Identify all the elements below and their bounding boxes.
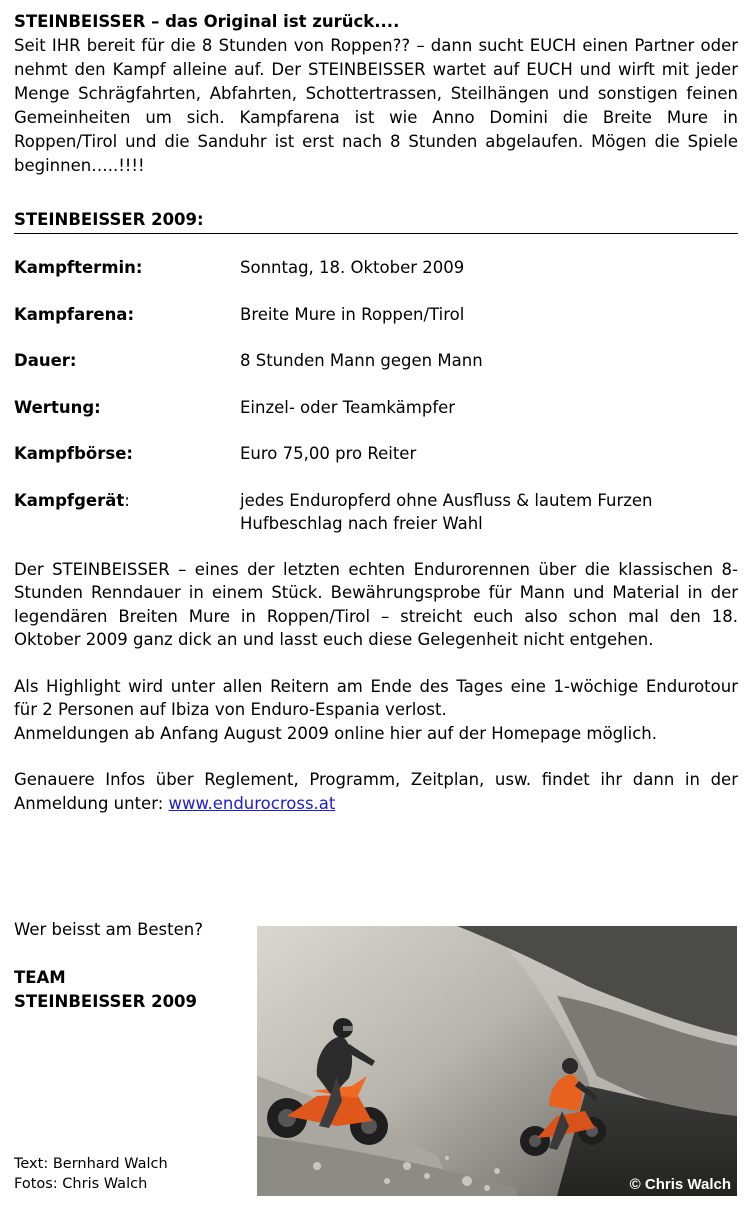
paragraph-highlight: Als Highlight wird unter allen Reitern am Ende des Tages eine 1-wöchige Endurotour für 2 Personen auf Ibiza von Enduro-Espania verlost.	[14, 676, 738, 719]
enduro-photo	[257, 926, 737, 1196]
fact-label-colon: :	[124, 490, 130, 510]
fact-label: Dauer:	[14, 351, 77, 370]
fact-label: Kampfbörse:	[14, 444, 133, 463]
section-title: STEINBEISSER 2009:	[14, 208, 738, 234]
fact-row-arena	[14, 303, 738, 327]
credit-text: Text: Bernhard Walch	[14, 1156, 168, 1172]
fact-value: Breite Mure in Roppen/Tirol	[240, 304, 465, 324]
credits	[14, 1154, 168, 1194]
article	[14, 10, 738, 815]
fact-value	[240, 489, 738, 536]
bottom-section	[14, 918, 738, 1198]
team-signature	[14, 966, 244, 1014]
fact-row-scoring	[14, 396, 738, 420]
fact-row-date	[14, 256, 738, 280]
team-line1: TEAM	[14, 968, 66, 987]
fact-value: 8 Stunden Mann gegen Mann	[240, 351, 483, 370]
fact-row-equipment	[14, 489, 738, 536]
fact-label	[14, 489, 240, 536]
bottom-left-column	[14, 918, 244, 1198]
fact-value: Sonntag, 18. Oktober 2009	[240, 258, 465, 277]
endurocross-link[interactable]: www.endurocross.at	[168, 793, 336, 813]
paragraph-description: Der STEINBEISSER – eines der letzten echten Endurorennen über die klassischen 8-Stunden Renndauer in einem Stück. Bewährungsprobe für Mann und Material in der legendären Breiten Mure in Roppen/Tirol – streicht euch also schon mal den 18. Oktober 2009 ganz dick an und lasst euch diese Gelegenheit nicht entgehen.	[14, 559, 738, 649]
team-line2: STEINBEISSER 2009	[14, 992, 198, 1011]
question-text: Wer beisst am Besten?	[14, 920, 203, 939]
fact-value-line2: Hufbeschlag nach freier Wahl	[240, 514, 483, 533]
intro-title: STEINBEISSER – das Original ist zurück....	[14, 12, 400, 31]
info-text: Genauere Infos über Reglement, Programm, Zeitplan, usw. findet ihr dann in der Anmeldung unter:	[14, 770, 738, 813]
fact-value: Euro 75,00 pro Reiter	[240, 444, 417, 463]
paragraph-info	[14, 768, 738, 815]
credit-photos: Fotos: Chris Walch	[14, 1176, 148, 1192]
fact-label: Kampftermin:	[14, 258, 143, 277]
fact-label: Wertung:	[14, 397, 101, 417]
fact-label: Kampfarena:	[14, 304, 135, 324]
paragraph-registration: Anmeldungen ab Anfang August 2009 online hier auf der Homepage möglich.	[14, 723, 658, 743]
fact-row-duration	[14, 349, 738, 373]
photo-copyright: © Chris Walch	[629, 1176, 731, 1193]
intro-text: Seit IHR bereit für die 8 Stunden von Roppen?? – dann sucht EUCH einen Partner oder nehmt den Kampf alleine auf. Der STEINBEISSER wartet auf EUCH und wirft mit jeder Menge Schrägfahrten, Abfahrten, Schottertrassen, Steilhängen und sonstigen feinen Gemeinheiten um sich. Kampfarena ist wie Anno Domini die Breite Mure in Roppen/Tirol und die Sanduhr ist erst nach 8 Stunden abgelaufen. Mögen die Spiele beginnen…..!!!!	[14, 36, 738, 175]
fact-value-line1: jedes Enduropferd ohne Ausfluss & lautem Furzen	[240, 490, 653, 510]
event-facts	[14, 256, 738, 536]
fact-row-fee	[14, 442, 738, 466]
fact-value: Einzel- oder Teamkämpfer	[240, 397, 456, 417]
fact-label-text: Kampfgerät	[14, 490, 125, 510]
photo-illustration	[257, 926, 737, 1196]
